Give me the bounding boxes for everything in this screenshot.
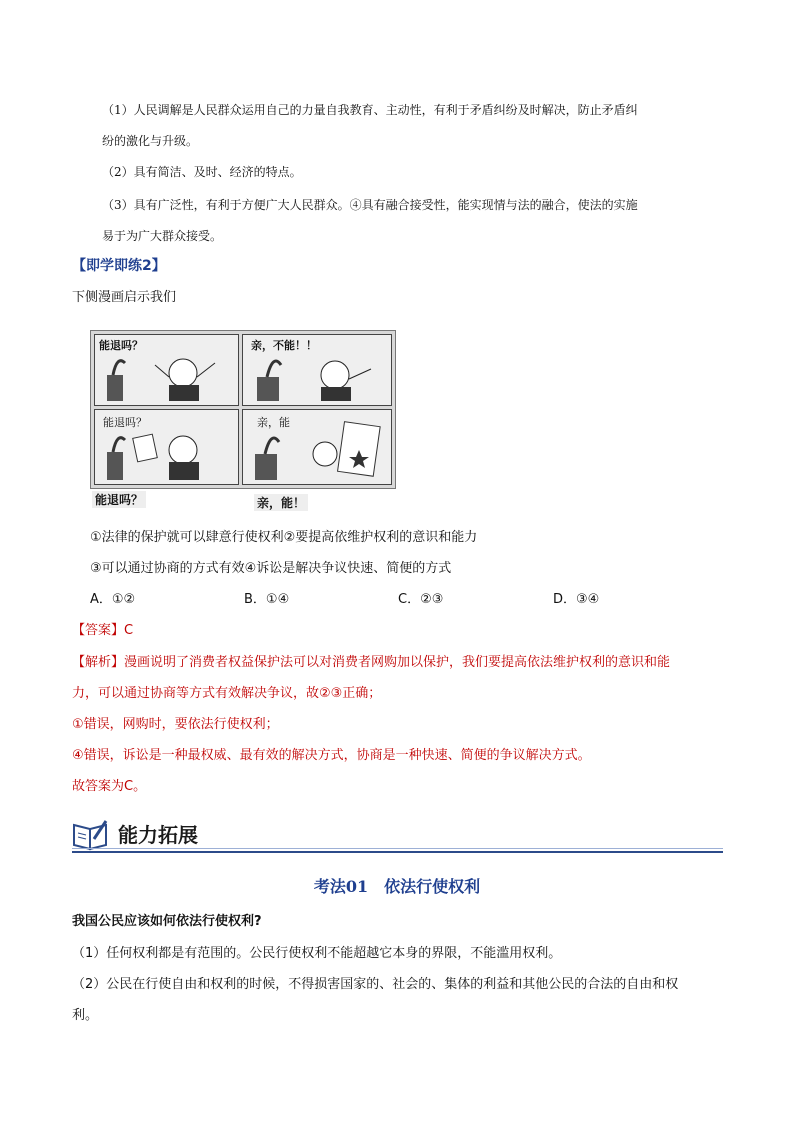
statement-line-2: ③可以通过协商的方式有效④诉讼是解决争议快速、简便的方式 (90, 561, 452, 576)
analysis-line-5: 故答案为C。 (72, 779, 147, 794)
intro-line-4: （3）具有广泛性，有利于方便广大人民群众。④具有融合接受性，能实现情与法的融合，使法的实施 (102, 198, 638, 212)
answer-label: 【答案】 (72, 623, 125, 638)
method-point-2b: 利。 (72, 1008, 99, 1023)
customer-figure-icon (95, 335, 238, 405)
analysis-line-1 (72, 655, 670, 671)
panel-3-bubble: 能退吗？ (103, 416, 147, 429)
panel-4-bubble: 亲，能 (257, 416, 290, 429)
option-c: C．②③ (398, 592, 444, 607)
method-point-1: （1）任何权利都是有范围的。公民行使权利不能超越它本身的界限，不能滥用权利。 (72, 946, 562, 961)
statement-line-1: ①法律的保护就可以肆意行使权利②要提高依维护权利的意识和能力 (90, 530, 478, 545)
method-question: 我国公民应该如何依法行使权利? (72, 914, 262, 929)
intro-line-1: （1）人民调解是人民群众运用自己的力量自我教育、主动性，有利于矛盾纠纷及时解决，防止矛盾纠 (102, 103, 638, 117)
option-b: B．①④ (244, 592, 290, 607)
seller-figure-icon (243, 335, 391, 405)
seller-with-law-book-icon (243, 410, 391, 484)
exercise-question: 下侧漫画启示我们 (72, 290, 177, 305)
section-title: 能力拓展 (118, 823, 198, 847)
intro-line-2: 纷的激化与升级。 (102, 134, 199, 148)
cartoon-panel-3 (94, 409, 239, 485)
method-title: 考法01 依法行使权利 (313, 877, 481, 896)
intro-line-5: 易于为广大群众接受。 (102, 229, 223, 243)
cartoon-panel-1 (94, 334, 239, 406)
cartoon-image (90, 330, 396, 489)
answer-value: C (124, 623, 134, 638)
analysis-line-4: ④错误，诉讼是一种最权威、最有效的解决方式，协商是一种快速、简便的争议解决方式。 (72, 748, 591, 763)
customer-with-paper-icon (95, 410, 238, 484)
analysis-label: 【解析】 (72, 655, 125, 670)
panel-1-bubble: 能退吗？ (99, 339, 143, 352)
book-pencil-icon (72, 817, 112, 851)
section-rule-light (72, 848, 723, 849)
method-point-2a: （2）公民在行使自由和权利的时候，不得损害国家的、社会的、集体的利益和其他公民的合法的自由和权 (72, 977, 679, 992)
analysis-text-1: 漫画说明了消费者权益保护法可以对消费者网购加以保护，我们要提高依法维护权利的意识和能 (124, 655, 671, 670)
cartoon-caption-right: 亲，能！ (254, 494, 308, 511)
exercise-heading: 【即学即练2】 (72, 258, 166, 274)
cartoon-caption-left: 能退吗？ (92, 491, 146, 508)
option-a: A．①② (90, 592, 136, 607)
intro-line-3: （2）具有简洁、及时、经济的特点。 (102, 165, 302, 179)
option-d: D．③④ (553, 592, 600, 607)
cartoon-panel-4 (242, 409, 392, 485)
analysis-line-2: 力，可以通过协商等方式有效解决争议，故②③正确； (72, 686, 382, 701)
analysis-line-3: ①错误，网购时，要依法行使权利； (72, 717, 279, 732)
section-rule (72, 851, 723, 853)
cartoon-panel-2 (242, 334, 392, 406)
panel-2-bubble: 亲，不能！！ (251, 339, 317, 352)
answer-line (72, 623, 133, 639)
